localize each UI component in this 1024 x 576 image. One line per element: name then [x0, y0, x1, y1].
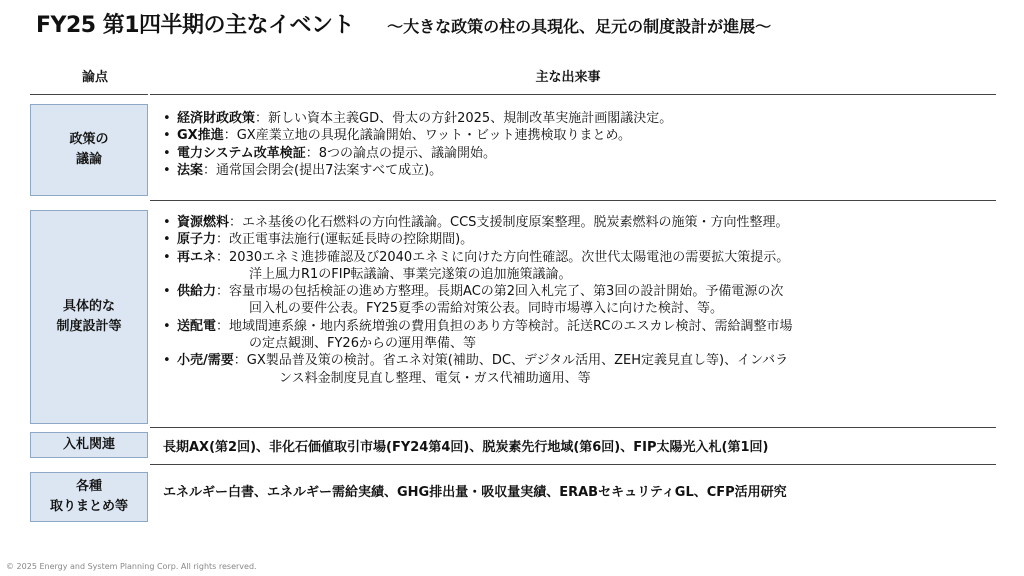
list-item: • 供給力：容量市場の包括検証の進め方整理。長期ACの第2回入札完了、第3回の設計開始。予備電源の次 回入札の要件公表。FY25夏季の需給対策公表。同時市場導入に向けた検討、等。 [163, 283, 1003, 318]
design-list [163, 214, 1003, 387]
section-divider [150, 200, 996, 201]
design-content [163, 214, 1003, 387]
list-item: • 小売/需要：GX製品普及策の検討。省エネ対策(補助、DC、デジタル活用、ZEH定義見直し等)、インバラ ンス料金制度見直し整理、電気・ガス代補助適用、等 [163, 352, 1003, 387]
list-item: • 法案：通常国会閉会(提出7法案すべて成立)。 [163, 162, 1003, 179]
reports-text: エネルギー白書、エネルギー需給実績、GHG排出量・吸収量実績、ERABセキュリティGL、CFP活用研究 [163, 485, 787, 500]
header-rule-left [30, 94, 148, 95]
header-issues: 論点 [81, 70, 108, 85]
section-divider [150, 464, 996, 465]
header-events: 主な出来事 [535, 70, 601, 85]
title-main: FY25 第1四半期の主なイベント [36, 13, 355, 38]
list-item: • 送配電：地域間連系線・地内系統増強の費用負担のあり方等検討。託送RCのエスカレ検討、需給調整市場 の定点観測、FY26からの運用準備、等 [163, 318, 1003, 353]
page-title [36, 8, 1016, 42]
label-design: 具体的な 制度設計等 [30, 210, 148, 424]
title-subtitle: ～大きな政策の柱の具現化、足元の制度設計が進展～ [387, 17, 772, 36]
list-item: • 再エネ：2030エネミ進捗確認及び2040エネミに向けた方向性確認。次世代太陽電池の需要拡大策提示。 洋上風力R1のFIP転議論、事業完遂策の追加施策議論。 [163, 249, 1003, 284]
copyright-footer: © 2025 Energy and System Planning Corp. All rights reserved. [6, 562, 257, 571]
label-reports: 各種 取りまとめ等 [30, 472, 148, 522]
label-policy: 政策の 議論 [30, 104, 148, 196]
list-item: • GX推進：GX産業立地の具現化議論開始、ワット・ビット連携検取りまとめ。 [163, 127, 1003, 144]
list-item: • 電力システム改革検証：8つの論点の提示、議論開始。 [163, 145, 1003, 162]
list-item: • 経済財政政策：新しい資本主義GD、骨太の方針2025、規制改革実施計画閣議決定。 [163, 110, 1003, 127]
list-item: • 資源燃料：エネ基後の化石燃料の方向性議論。CCS支援制度原案整理。脱炭素燃料の施策・方向性整理。 [163, 214, 1003, 231]
list-item: • 原子力：改正電事法施行(運転延長時の控除期間)。 [163, 231, 1003, 248]
section-divider [150, 427, 996, 428]
label-auction: 入札関連 [30, 432, 148, 458]
auction-text: 長期AX(第2回)、非化石価値取引市場(FY24第4回)、脱炭素先行地域(第6回)、FIP太陽光入札(第1回) [163, 440, 769, 455]
header-rule-right [150, 94, 996, 95]
policy-list [163, 110, 1003, 179]
policy-content [163, 110, 1003, 179]
